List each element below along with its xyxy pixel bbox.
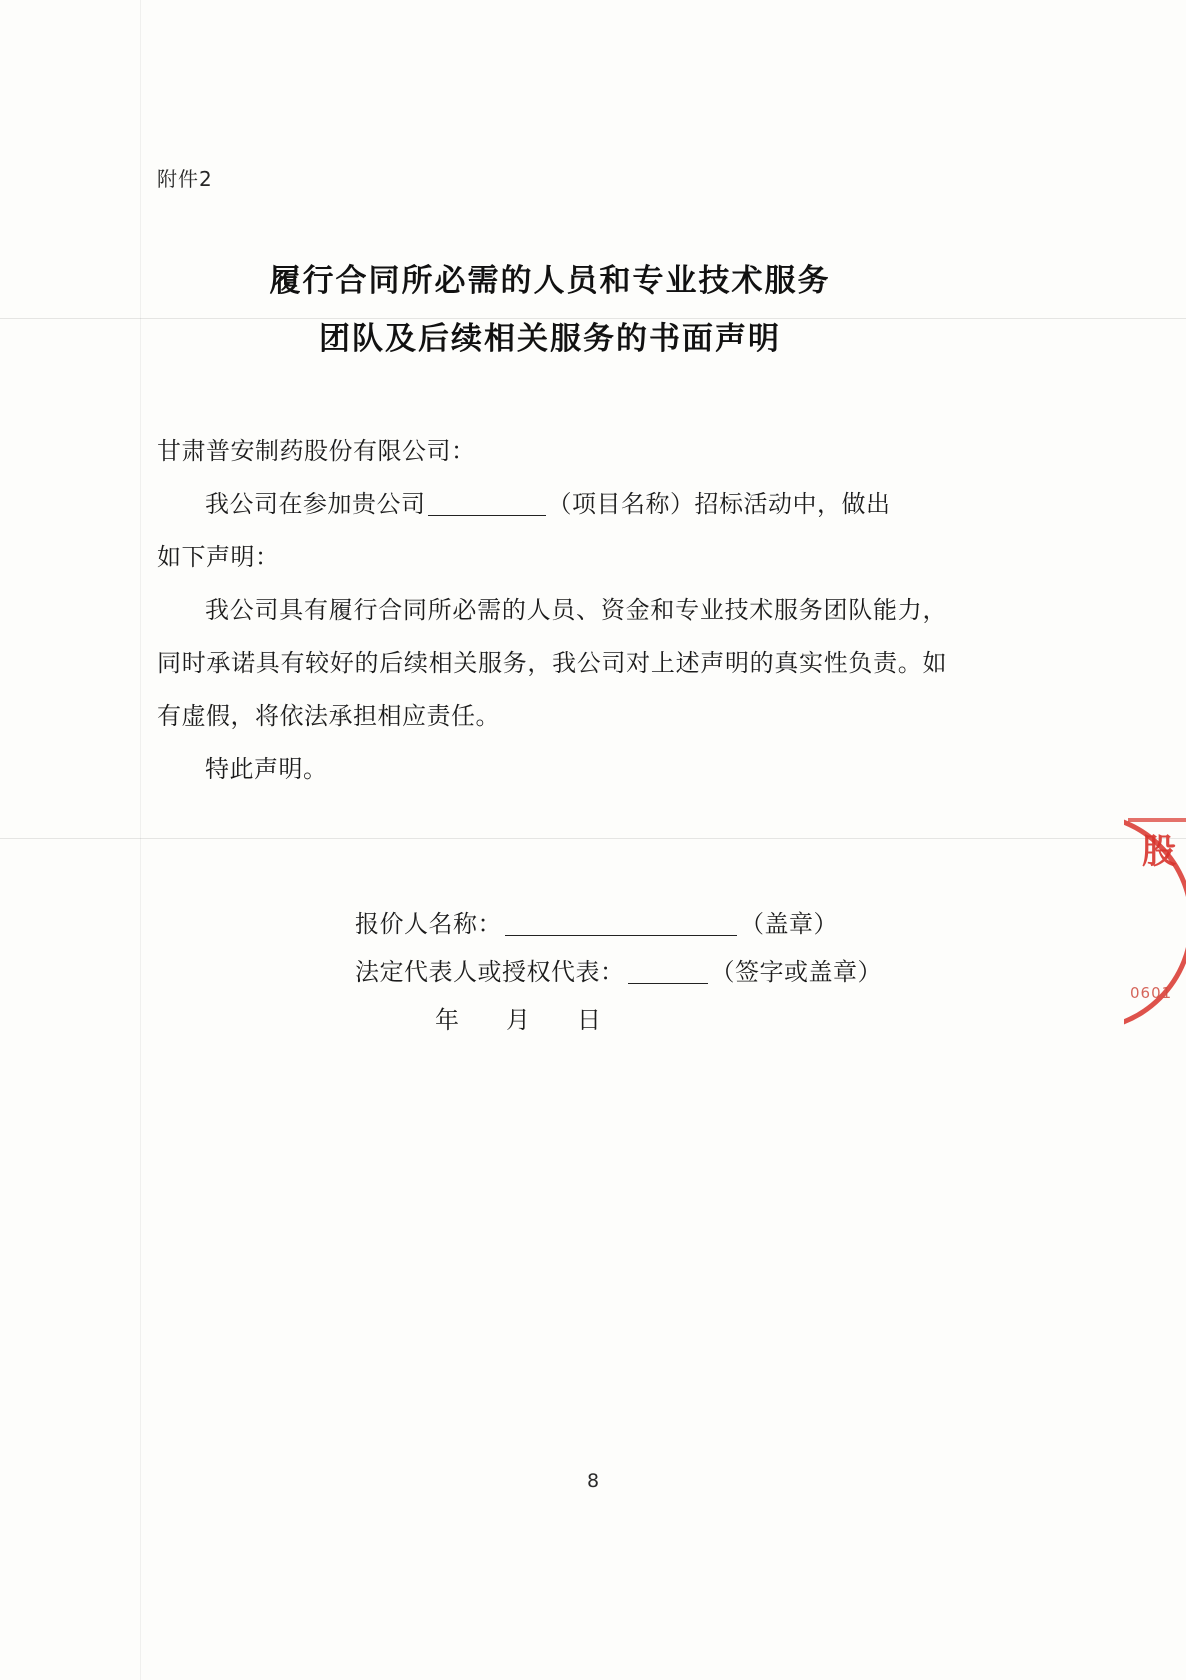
paragraph-closing: 特此声明。 bbox=[205, 755, 328, 783]
date-month-label: 月 bbox=[506, 1006, 531, 1034]
title-line-1: 履行合同所必需的人员和专业技术服务 bbox=[269, 263, 831, 299]
bidder-name-blank[interactable] bbox=[505, 935, 737, 936]
date-line bbox=[150, 996, 950, 1044]
signature-block bbox=[150, 900, 950, 1044]
seal-edge-line bbox=[1128, 818, 1186, 822]
representative-suffix: （签字或盖章） bbox=[710, 958, 882, 986]
addressee-line: 甘肃普安制药股份有限公司： bbox=[157, 437, 476, 465]
paragraph-statement: 我公司具有履行合同所必需的人员、资金和专业技术服务团队能力，同时承诺具有较好的后续相关服务，我公司对上述声明的真实性负责。如有虚假，将依法承担相应责任。 bbox=[157, 596, 947, 730]
intro-text-after-blank: （项目名称）招标活动中，做出 bbox=[547, 490, 891, 518]
project-name-blank[interactable] bbox=[428, 515, 546, 516]
page-number: 8 bbox=[586, 1470, 600, 1492]
document-body bbox=[157, 425, 947, 796]
paragraph-intro-continued: 如下声明： bbox=[157, 543, 280, 571]
representative-blank[interactable] bbox=[628, 983, 708, 984]
company-seal-stamp bbox=[1124, 812, 1186, 1027]
document-title bbox=[150, 252, 950, 368]
bidder-name-suffix: （盖章） bbox=[740, 910, 838, 938]
date-day-label: 日 bbox=[577, 1006, 602, 1034]
representative-label: 法定代表人或授权代表： bbox=[355, 958, 625, 986]
representative-line bbox=[150, 948, 950, 996]
scan-fold-vertical bbox=[140, 0, 141, 1680]
bidder-name-label: 报价人名称： bbox=[355, 910, 502, 938]
intro-text-before-blank: 我公司在参加贵公司 bbox=[205, 490, 426, 518]
paragraph-intro bbox=[157, 478, 947, 531]
date-year-label: 年 bbox=[435, 1006, 460, 1034]
attachment-label: 附件2 bbox=[157, 167, 213, 191]
title-line-2: 团队及后续相关服务的书面声明 bbox=[319, 321, 781, 357]
bidder-name-line bbox=[150, 900, 950, 948]
scan-fold-line-bottom bbox=[0, 838, 1186, 839]
seal-character: 股 bbox=[1142, 832, 1176, 872]
seal-number: 0601 bbox=[1130, 984, 1173, 1002]
